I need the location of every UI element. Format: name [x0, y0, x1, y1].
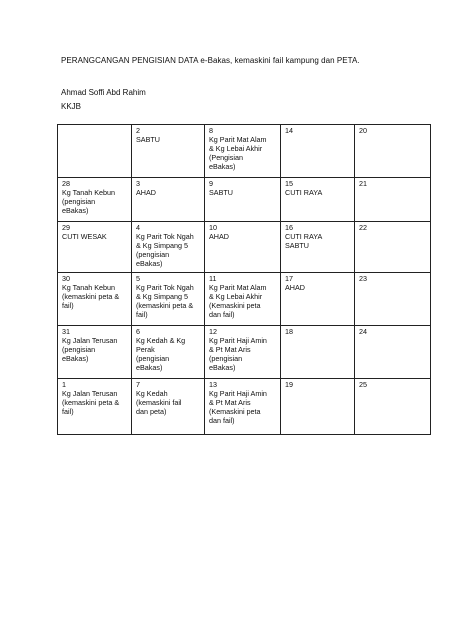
cell-text: AHAD [136, 187, 156, 197]
table-cell [205, 326, 281, 379]
cell-text: AHAD [285, 282, 305, 292]
day-number: 3 [136, 179, 140, 188]
cell-text: (kemaskini peta & [136, 300, 194, 310]
day-number: 30 [62, 274, 70, 283]
day-number: 5 [136, 274, 140, 283]
table-cell [58, 326, 132, 379]
table-cell [58, 222, 132, 273]
table-row [58, 125, 431, 178]
cell-text: (kemaskini peta & [62, 291, 120, 301]
cell-text: Kg Kedah & Kg [136, 335, 186, 345]
cell-text: dan peta) [136, 406, 167, 416]
day-number: 2 [136, 126, 140, 135]
cell-text: fail) [62, 300, 74, 310]
cell-text: Perak [136, 344, 155, 354]
table-cell [281, 125, 355, 178]
day-number: 13 [209, 380, 217, 389]
cell-text: (pengisian [136, 249, 170, 259]
day-number: 23 [359, 274, 367, 283]
table-cell [281, 222, 355, 273]
cell-text: Kg Parit Haji Amin [209, 388, 267, 398]
table-cell [205, 125, 281, 178]
cell-text: dan fail) [209, 415, 235, 425]
cell-text: & Kg Simpang 5 [136, 291, 188, 301]
cell-text: eBakas) [136, 362, 163, 372]
cell-text: SABTU [285, 240, 309, 250]
table-cell [205, 178, 281, 222]
table-cell [132, 326, 205, 379]
table-row [58, 326, 431, 379]
cell-text: eBakas) [62, 353, 89, 363]
cell-text: (pengisian [136, 353, 170, 363]
table-cell [205, 222, 281, 273]
cell-text: (Kemaskini peta [209, 300, 261, 310]
cell-text: (pengisian [62, 196, 96, 206]
cell-text: (kemaskini fail [136, 397, 182, 407]
table-cell [132, 273, 205, 326]
table-cell [132, 125, 205, 178]
table-cell [132, 222, 205, 273]
cell-text: CUTI WESAK [62, 231, 107, 241]
day-number: 12 [209, 327, 217, 336]
cell-text: fail) [136, 309, 148, 319]
table-row [58, 178, 431, 222]
table-cell [281, 379, 355, 435]
organization-code: KKJB [61, 102, 82, 111]
table-cell [355, 273, 431, 326]
day-number: 7 [136, 380, 140, 389]
day-number: 20 [359, 126, 367, 135]
cell-text: Kg Parit Tok Ngah [136, 282, 194, 292]
cell-text: (Pengisian [209, 152, 243, 162]
day-number: 15 [285, 179, 293, 188]
cell-text: eBakas) [62, 205, 89, 215]
cell-text: eBakas) [136, 258, 163, 268]
cell-text: CUTI RAYA [285, 231, 323, 241]
day-number: 4 [136, 223, 140, 232]
table-cell [355, 178, 431, 222]
day-number: 17 [285, 274, 293, 283]
document-title: PERANGCANGAN PENGISIAN DATA e-Bakas, kemaskini fail kampung dan PETA. [61, 56, 360, 65]
table-cell [132, 379, 205, 435]
cell-text: (pengisian [209, 353, 243, 363]
table-cell [355, 379, 431, 435]
table-row [58, 379, 431, 435]
cell-text: Kg Tanah Kebun [62, 282, 116, 292]
day-number: 1 [62, 380, 66, 389]
cell-text: Kg Kedah [136, 388, 168, 398]
cell-text: & Kg Lebai Akhir [209, 291, 263, 301]
cell-text: fail) [62, 406, 74, 416]
cell-text: Kg Parit Mat Alam [209, 282, 267, 292]
table-row [58, 222, 431, 273]
cell-text: & Pt Mat Aris [209, 344, 251, 354]
day-number: 9 [209, 179, 213, 188]
table-cell [355, 125, 431, 178]
day-number: 31 [62, 327, 70, 336]
cell-text: Kg Parit Mat Alam [209, 134, 267, 144]
cell-text: (pengisian [62, 344, 96, 354]
cell-text: eBakas) [209, 161, 236, 171]
table-cell [281, 178, 355, 222]
schedule-table [57, 124, 431, 435]
day-number: 24 [359, 327, 367, 336]
day-number: 28 [62, 179, 70, 188]
cell-text: (Kemaskini peta [209, 406, 261, 416]
cell-text: CUTI RAYA [285, 187, 323, 197]
cell-text: AHAD [209, 231, 229, 241]
day-number: 25 [359, 380, 367, 389]
day-number: 21 [359, 179, 367, 188]
day-number: 22 [359, 223, 367, 232]
table-cell [355, 222, 431, 273]
cell-text: Kg Jalan Terusan [62, 388, 118, 398]
table-cell [281, 326, 355, 379]
day-number: 14 [285, 126, 293, 135]
cell-text: (kemaskini peta & [62, 397, 120, 407]
day-number: 10 [209, 223, 217, 232]
cell-text: Kg Parit Haji Amin [209, 335, 267, 345]
table-cell [205, 379, 281, 435]
day-number: 29 [62, 223, 70, 232]
day-number: 11 [209, 274, 217, 283]
table-row [58, 273, 431, 326]
cell-text: Kg Parit Tok Ngah [136, 231, 194, 241]
cell-text: dan fail) [209, 309, 235, 319]
table-cell [58, 125, 132, 178]
cell-text: & Kg Simpang 5 [136, 240, 188, 250]
cell-text: eBakas) [209, 362, 236, 372]
day-number: 19 [285, 380, 293, 389]
table-cell [58, 178, 132, 222]
table-cell [58, 273, 132, 326]
day-number: 16 [285, 223, 293, 232]
table-cell [281, 273, 355, 326]
cell-text: Kg Jalan Terusan [62, 335, 118, 345]
day-number: 6 [136, 327, 140, 336]
cell-text: SABTU [209, 187, 233, 197]
table-cell [205, 273, 281, 326]
cell-text: Kg Tanah Kebun [62, 187, 116, 197]
table-cell [355, 326, 431, 379]
cell-text: & Pt Mat Aris [209, 397, 251, 407]
cell-text: SABTU [136, 134, 160, 144]
table-cell [58, 379, 132, 435]
day-number: 18 [285, 327, 293, 336]
author-name: Ahmad Soffi Abd Rahim [61, 88, 146, 97]
day-number: 8 [209, 126, 213, 135]
table-cell [132, 178, 205, 222]
cell-text: & Kg Lebai Akhir [209, 143, 263, 153]
